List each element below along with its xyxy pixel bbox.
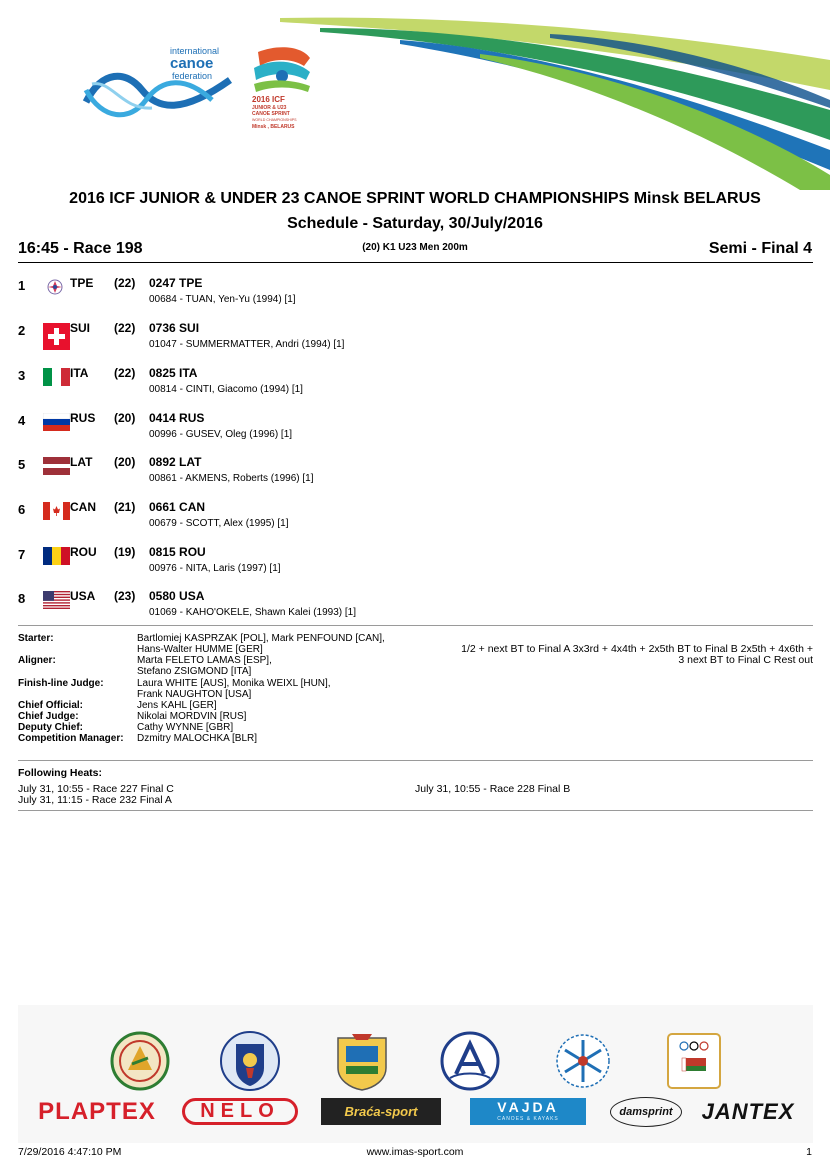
- starter-value: Bartlomiej KASPRZAK [POL], Mark PENFOUND [CAN],: [137, 633, 385, 644]
- lane-number: 7: [18, 547, 26, 562]
- city-coat-of-arms-icon: [220, 1030, 280, 1092]
- lane-row: [18, 455, 813, 499]
- lane-row: [18, 545, 813, 589]
- country-code: TPE: [70, 276, 94, 290]
- page-number: 1: [806, 1146, 812, 1158]
- sponsor-vajda-name: VAJDA: [497, 1099, 559, 1115]
- aligner-value-2: Stefano ZSIGMOND [ITA]: [137, 666, 252, 677]
- flag-sui-icon: [43, 323, 70, 350]
- crew-age: (21): [114, 500, 136, 514]
- flag-rus-icon: [43, 413, 70, 431]
- following-heat: July 31, 10:55 - Race 228 Final B: [415, 783, 571, 795]
- race-time-number: 16:45 - Race 198: [18, 240, 143, 257]
- sponsor-vajda-sub: CANOES & KAYAKS: [497, 1116, 559, 1122]
- championship-logo: [248, 44, 314, 134]
- icf-logo-line2: canoe: [170, 55, 214, 72]
- lane-row: [18, 276, 813, 320]
- crew-id: 0815 ROU: [149, 545, 206, 559]
- following-divider: [18, 810, 813, 811]
- progression-rules: 1/2 + next BT to Final A 3x3rd + 4x4th + 2x5th BT to Final B 2x5th + 4x6th +: [461, 643, 813, 655]
- aligner-label: Aligner:: [18, 655, 56, 666]
- sponsor-damsprint: damsprint: [610, 1097, 682, 1127]
- athlete-name: 01047 - SUMMERMATTER, Andri (1994) [1]: [149, 339, 345, 350]
- crew-age: (20): [114, 455, 136, 469]
- champ-logo-line4: WORLD CHAMPIONSHIPS: [252, 118, 297, 122]
- crew-age: (19): [114, 545, 136, 559]
- crew-age: (22): [114, 276, 136, 290]
- competition-manager-value: Dzmitry MALOCHKA [BLR]: [137, 733, 258, 744]
- crew-id: 0825 ITA: [149, 366, 198, 380]
- lane-number: 8: [18, 591, 26, 606]
- champ-logo-line2: JUNIOR & U23: [252, 105, 287, 111]
- following-heat: July 31, 10:55 - Race 227 Final C: [18, 783, 174, 795]
- officials-divider: [18, 760, 813, 761]
- country-code: CAN: [70, 500, 96, 514]
- country-code: USA: [70, 589, 96, 603]
- country-code: LAT: [70, 455, 93, 469]
- print-timestamp: 7/29/2016 4:47:10 PM: [18, 1146, 122, 1158]
- athlete-name: 00679 - SCOTT, Alex (1995) [1]: [149, 518, 289, 529]
- finish-judge-value: Laura WHITE [AUS], Monika WEIXL [HUN],: [137, 678, 331, 689]
- sponsor-braca-sport: Braća-sport: [321, 1098, 441, 1125]
- header-swoosh-graphic: [280, 0, 830, 190]
- country-code: SUI: [70, 321, 91, 335]
- lane-row: [18, 321, 813, 365]
- event-name: (20) K1 U23 Men 200m: [362, 242, 468, 253]
- starter-label: Starter:: [18, 633, 54, 644]
- athlete-name: 01069 - KAHO'OKELE, Shawn Kalei (1993) [1]: [149, 607, 357, 618]
- champ-logo-line3: CANOE SPRINT: [252, 111, 290, 117]
- lane-row: [18, 366, 813, 410]
- lane-number: 2: [18, 323, 26, 338]
- footer-website: www.imas-sport.com: [366, 1146, 464, 1158]
- snowflake-emblem-icon: [553, 1030, 613, 1092]
- following-heats-heading: Following Heats:: [18, 767, 102, 779]
- lane-number: 5: [18, 457, 26, 472]
- icf-logo: [82, 40, 232, 130]
- country-code: RUS: [70, 411, 96, 425]
- flag-can-icon: [43, 502, 70, 520]
- page-title: 2016 ICF JUNIOR & UNDER 23 CANOE SPRINT WORLD CHAMPIONSHIPS Minsk BELARUS: [69, 190, 761, 207]
- aligner-value: Marta FELETO LAMAS [ESP],: [137, 655, 272, 666]
- crew-id: 0892 LAT: [149, 455, 202, 469]
- lane-number: 4: [18, 413, 26, 428]
- sponsor-nelo: NELO: [182, 1098, 298, 1125]
- lane-row: [18, 500, 813, 544]
- sponsor-jantex: JANTEX: [701, 1098, 795, 1124]
- crew-id: 0414 RUS: [149, 411, 205, 425]
- flag-rou-icon: [43, 547, 70, 565]
- champ-logo-line5: Minsk , BELARUS: [252, 124, 295, 130]
- region-coat-of-arms-icon: [332, 1030, 392, 1092]
- progression-rules-2: 3 next BT to Final C Rest out: [678, 654, 813, 666]
- flag-lat-icon: [43, 457, 70, 475]
- lane-row: [18, 589, 813, 633]
- crew-id: 0247 TPE: [149, 276, 203, 290]
- sponsor-vajda: [470, 1098, 586, 1125]
- champ-logo-line1: 2016 ICF: [252, 95, 285, 104]
- lane-number: 6: [18, 502, 26, 517]
- lane-row: [18, 411, 813, 455]
- deputy-chief-label: Deputy Chief:: [18, 722, 83, 733]
- athlete-name: 00684 - TUAN, Yen-Yu (1994) [1]: [149, 294, 296, 305]
- following-heat: July 31, 11:15 - Race 232 Final A: [18, 794, 172, 806]
- olympic-committee-emblem-icon: [664, 1030, 724, 1092]
- starter-value-2: Hans-Walter HUMME [GER]: [137, 644, 263, 655]
- chief-official-label: Chief Official:: [18, 700, 84, 711]
- club-a-emblem-icon: [440, 1030, 500, 1092]
- competition-manager-label: Competition Manager:: [18, 733, 124, 744]
- lane-number: 1: [18, 278, 26, 293]
- chief-official-value: Jens KAHL [GER]: [137, 700, 217, 711]
- country-code: ITA: [70, 366, 89, 380]
- athlete-name: 00996 - GUSEV, Oleg (1996) [1]: [149, 429, 293, 440]
- icf-logo-line1: international: [170, 46, 220, 56]
- icf-logo-line3: federation: [172, 71, 213, 81]
- flag-ita-icon: [43, 368, 70, 386]
- athlete-name: 00976 - NITA, Laris (1997) [1]: [149, 563, 281, 574]
- flag-usa-icon: [43, 591, 70, 609]
- finish-judge-value-2: Frank NAUGHTON [USA]: [137, 689, 252, 700]
- federation-emblem-icon: [110, 1030, 170, 1092]
- lane-number: 3: [18, 368, 26, 383]
- athlete-name: 00861 - AKMENS, Roberts (1996) [1]: [149, 473, 314, 484]
- chief-judge-value: Nikolai MORDVIN [RUS]: [137, 711, 247, 722]
- sponsor-plaptex: PLAPTEX: [38, 1097, 156, 1125]
- crew-id: 0580 USA: [149, 589, 205, 603]
- schedule-subtitle: Schedule - Saturday, 30/July/2016: [287, 215, 543, 232]
- country-code: ROU: [70, 545, 97, 559]
- crew-id: 0736 SUI: [149, 321, 200, 335]
- crew-age: (20): [114, 411, 136, 425]
- athlete-name: 00814 - CINTI, Giacomo (1994) [1]: [149, 384, 303, 395]
- flag-tpe-icon: [43, 278, 70, 296]
- crew-id: 0661 CAN: [149, 500, 206, 514]
- crew-age: (23): [114, 589, 136, 603]
- deputy-chief-value: Cathy WYNNE [GBR]: [137, 722, 234, 733]
- chief-judge-label: Chief Judge:: [18, 711, 79, 722]
- finish-judge-label: Finish-line Judge:: [18, 678, 104, 689]
- header-divider: [18, 262, 813, 263]
- race-phase: Semi - Final 4: [708, 240, 812, 257]
- lanes-divider: [18, 625, 813, 626]
- crew-age: (22): [114, 321, 136, 335]
- crew-age: (22): [114, 366, 136, 380]
